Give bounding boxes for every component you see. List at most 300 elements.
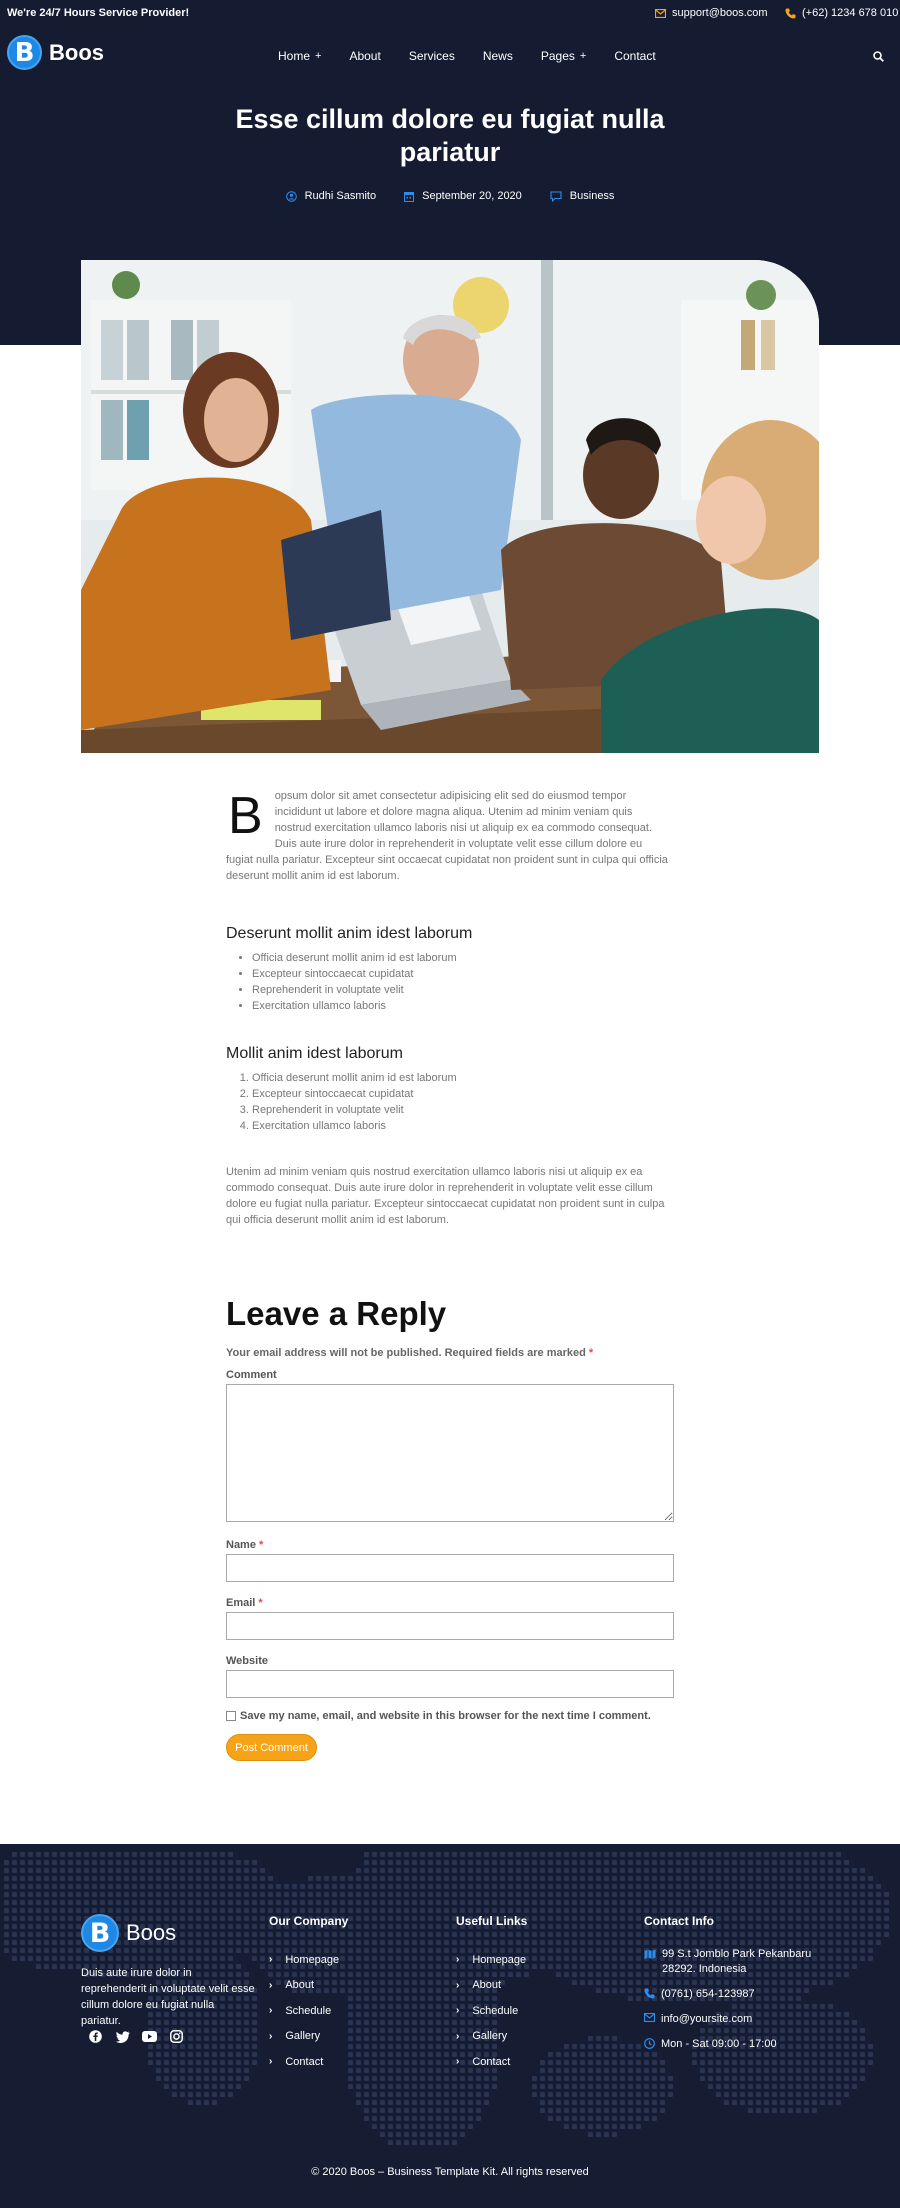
map-dot <box>460 2108 465 2113</box>
map-dot <box>500 1868 505 1873</box>
map-dot <box>348 1908 353 1913</box>
instagram-icon <box>170 2030 183 2043</box>
save-info-checkbox[interactable] <box>226 1711 236 1721</box>
map-dot <box>748 1908 753 1913</box>
map-dot <box>372 1868 377 1873</box>
map-dot <box>548 1852 553 1857</box>
map-dot <box>644 1852 649 1857</box>
map-dot <box>404 1988 409 1993</box>
map-dot <box>380 2100 385 2105</box>
map-dot <box>180 2052 185 2057</box>
map-dot <box>556 2092 561 2097</box>
map-dot <box>748 2100 753 2105</box>
map-dot <box>604 2060 609 2065</box>
map-dot <box>44 1892 49 1897</box>
map-dot <box>540 1948 545 1953</box>
map-dot <box>220 1876 225 1881</box>
post-date[interactable] <box>404 190 522 202</box>
map-dot <box>404 1964 409 1969</box>
map-dot <box>652 2084 657 2089</box>
map-dot <box>780 1860 785 1865</box>
post-author[interactable] <box>286 190 377 202</box>
map-dot <box>828 1924 833 1929</box>
map-dot <box>372 2116 377 2121</box>
map-dot <box>852 1900 857 1905</box>
map-dot <box>180 1948 185 1953</box>
map-dot <box>756 2100 761 2105</box>
map-dot <box>428 2036 433 2041</box>
map-dot <box>612 1932 617 1937</box>
map-dot <box>172 2060 177 2065</box>
map-dot <box>628 1964 633 1969</box>
map-dot <box>28 1940 33 1945</box>
map-dot <box>628 1988 633 1993</box>
map-dot <box>84 1868 89 1873</box>
map-dot <box>660 1900 665 1905</box>
site-logo[interactable] <box>7 35 104 70</box>
map-dot <box>196 1900 201 1905</box>
map-dot <box>404 2068 409 2073</box>
map-dot <box>828 1956 833 1961</box>
map-dot <box>28 1916 33 1921</box>
map-dot <box>364 1924 369 1929</box>
map-dot <box>156 1860 161 1865</box>
map-dot <box>396 1916 401 1921</box>
map-dot <box>748 2108 753 2113</box>
map-dot <box>548 1876 553 1881</box>
map-dot <box>396 2004 401 2009</box>
map-dot <box>844 2012 849 2017</box>
youtube-link[interactable] <box>142 2029 157 2044</box>
map-dot <box>196 2044 201 2049</box>
footer-hours-text: Mon - Sat 09:00 - 17:00 <box>661 2038 777 2050</box>
map-dot <box>652 1868 657 1873</box>
nav-services[interactable] <box>409 49 455 63</box>
map-dot <box>364 1980 369 1985</box>
map-dot <box>596 1860 601 1865</box>
map-dot <box>412 1940 417 1945</box>
map-dot <box>612 1876 617 1881</box>
map-dot <box>548 1948 553 1953</box>
map-dot <box>820 2092 825 2097</box>
map-dot <box>452 1900 457 1905</box>
footer-company-link[interactable] <box>269 2024 348 2050</box>
map-dot <box>44 1940 49 1945</box>
footer-logo[interactable] <box>81 1914 176 1952</box>
map-dot <box>404 2028 409 2033</box>
map-dot <box>524 1908 529 1913</box>
map-dot <box>532 1948 537 1953</box>
map-dot <box>396 2076 401 2081</box>
map-dot <box>548 1884 553 1889</box>
map-dot <box>348 1996 353 2001</box>
map-dot <box>220 1932 225 1937</box>
map-dot <box>564 1868 569 1873</box>
map-dot <box>780 1908 785 1913</box>
map-dot <box>828 2052 833 2057</box>
map-dot <box>380 1956 385 1961</box>
map-dot <box>4 1884 9 1889</box>
map-dot <box>532 1860 537 1865</box>
nav-contact[interactable] <box>614 49 655 63</box>
map-dot <box>876 1892 881 1897</box>
map-dot <box>412 2100 417 2105</box>
map-dot <box>604 1924 609 1929</box>
footer-email[interactable] <box>644 2012 814 2027</box>
map-dot <box>428 1916 433 1921</box>
map-dot <box>772 1860 777 1865</box>
map-dot <box>124 1868 129 1873</box>
map-dot <box>428 2124 433 2129</box>
map-dot <box>204 1940 209 1945</box>
service-tagline: We're 24/7 Hours Service Provider! <box>7 7 190 19</box>
map-dot <box>580 2116 585 2121</box>
map-dot <box>588 2060 593 2065</box>
save-info-label: Save my name, email, and website in this browser for the next time I comment. <box>240 1710 651 1722</box>
map-dot <box>580 2044 585 2049</box>
map-dot <box>620 2124 625 2129</box>
map-dot <box>588 1932 593 1937</box>
map-dot <box>412 1988 417 1993</box>
map-dot <box>20 1948 25 1953</box>
map-dot <box>148 1860 153 1865</box>
map-dot <box>436 2100 441 2105</box>
map-dot <box>204 2044 209 2049</box>
map-dot <box>260 1900 265 1905</box>
map-dot <box>52 1924 57 1929</box>
map-dot <box>4 1924 9 1929</box>
map-dot <box>844 1916 849 1921</box>
map-dot <box>540 1908 545 1913</box>
map-dot <box>388 2044 393 2049</box>
map-dot <box>556 1900 561 1905</box>
map-dot <box>348 1884 353 1889</box>
map-dot <box>468 1852 473 1857</box>
map-dot <box>436 2044 441 2049</box>
map-dot <box>748 1860 753 1865</box>
footer-useful-title: Useful Links <box>456 1914 528 1928</box>
map-dot <box>820 2076 825 2081</box>
map-dot <box>820 1884 825 1889</box>
map-dot <box>836 1868 841 1873</box>
map-dot <box>4 1900 9 1905</box>
map-dot <box>444 2012 449 2017</box>
map-dot <box>356 2084 361 2089</box>
map-dot <box>628 2124 633 2129</box>
map-dot <box>420 1996 425 2001</box>
map-dot <box>412 1876 417 1881</box>
map-dot <box>612 2116 617 2121</box>
map-dot <box>412 1868 417 1873</box>
map-dot <box>652 2092 657 2097</box>
post-category[interactable] <box>550 190 615 202</box>
map-dot <box>364 2060 369 2065</box>
map-dot <box>420 2036 425 2041</box>
map-dot <box>244 2076 249 2081</box>
map-dot <box>588 2068 593 2073</box>
map-dot <box>212 2076 217 2081</box>
map-dot <box>140 1884 145 1889</box>
map-dot <box>356 1964 361 1969</box>
map-dot <box>588 1860 593 1865</box>
map-dot <box>404 2116 409 2121</box>
footer-company-link[interactable] <box>269 2049 348 2075</box>
map-dot <box>428 1956 433 1961</box>
site-footer <box>0 1844 900 2208</box>
map-dot <box>628 2100 633 2105</box>
main-navbar <box>0 30 900 80</box>
map-dot <box>420 2020 425 2025</box>
map-dot <box>612 2076 617 2081</box>
footer-useful-link[interactable] <box>456 1973 527 1999</box>
map-dot <box>196 2084 201 2089</box>
map-dot <box>196 2036 201 2041</box>
map-dot <box>436 2036 441 2041</box>
map-dot <box>636 1868 641 1873</box>
map-dot <box>212 1868 217 1873</box>
post-comment-button[interactable]: Post Comment <box>226 1734 317 1761</box>
map-dot <box>876 1884 881 1889</box>
map-dot <box>180 2068 185 2073</box>
map-dot <box>444 2140 449 2145</box>
map-dot <box>588 2132 593 2137</box>
map-dot <box>828 1948 833 1953</box>
map-dot <box>540 1916 545 1921</box>
map-dot <box>244 1884 249 1889</box>
map-dot <box>724 1892 729 1897</box>
map-dot <box>388 1876 393 1881</box>
nav-about[interactable] <box>349 49 380 63</box>
map-dot <box>244 1948 249 1953</box>
map-dot <box>604 1956 609 1961</box>
map-dot <box>716 1876 721 1881</box>
map-dot <box>876 1916 881 1921</box>
map-dot <box>844 2084 849 2089</box>
map-dot <box>28 1932 33 1937</box>
map-dot <box>36 1948 41 1953</box>
nav-news[interactable] <box>483 49 513 63</box>
map-dot <box>356 2012 361 2017</box>
map-dot <box>540 1964 545 1969</box>
search-button[interactable] <box>873 49 884 67</box>
map-dot <box>596 2036 601 2041</box>
map-dot <box>580 2068 585 2073</box>
map-dot <box>380 2028 385 2033</box>
map-dot <box>212 1852 217 1857</box>
map-dot <box>620 1988 625 1993</box>
map-dot <box>364 1972 369 1977</box>
map-dot <box>884 1924 889 1929</box>
map-dot <box>324 1892 329 1897</box>
instagram-link[interactable] <box>169 2029 184 2044</box>
facebook-link[interactable] <box>88 2029 103 2044</box>
map-dot <box>860 1884 865 1889</box>
footer-useful-link[interactable] <box>456 2024 527 2050</box>
map-dot <box>372 1876 377 1881</box>
topbar-phone[interactable] <box>785 7 898 19</box>
map-dot <box>860 2036 865 2041</box>
map-dot <box>364 1940 369 1945</box>
map-dot <box>612 1868 617 1873</box>
map-dot <box>396 2020 401 2025</box>
map-dot <box>260 1892 265 1897</box>
nav-home[interactable] <box>278 49 321 63</box>
name-label-text: Name <box>226 1539 256 1551</box>
list-item: 3. Reprehenderit in voluptate velit <box>252 1102 670 1118</box>
map-dot <box>36 1884 41 1889</box>
map-dot <box>884 1892 889 1897</box>
map-dot <box>388 1972 393 1977</box>
footer-company-link[interactable] <box>269 1947 348 1973</box>
map-dot <box>812 2084 817 2089</box>
map-dot <box>636 1892 641 1897</box>
map-dot <box>708 1876 713 1881</box>
map-dot <box>164 1908 169 1913</box>
map-dot <box>428 2020 433 2025</box>
map-dot <box>388 1948 393 1953</box>
map-dot <box>44 1964 49 1969</box>
footer-company-link[interactable] <box>269 1973 348 1999</box>
map-dot <box>684 1876 689 1881</box>
map-dot <box>28 1892 33 1897</box>
map-dot <box>772 1900 777 1905</box>
map-dot <box>52 1948 57 1953</box>
list-item: • Officia deserunt mollit anim id est laborum <box>252 950 670 966</box>
map-dot <box>636 1996 641 2001</box>
map-dot <box>628 1948 633 1953</box>
map-dot <box>380 1892 385 1897</box>
map-dot <box>836 1884 841 1889</box>
footer-link-label: About <box>472 1979 502 1992</box>
map-dot <box>156 1900 161 1905</box>
map-dot <box>444 2084 449 2089</box>
map-dot <box>188 2092 193 2097</box>
map-dot <box>372 2076 377 2081</box>
map-dot <box>388 2036 393 2041</box>
map-dot <box>444 2004 449 2009</box>
map-dot <box>508 1900 513 1905</box>
map-dot <box>460 1908 465 1913</box>
map-dot <box>52 1956 57 1961</box>
map-dot <box>444 1980 449 1985</box>
map-dot <box>580 1916 585 1921</box>
map-dot <box>580 1908 585 1913</box>
map-dot <box>428 2108 433 2113</box>
footer-useful-link[interactable] <box>456 1998 527 2024</box>
map-dot <box>348 1972 353 1977</box>
map-dot <box>228 1884 233 1889</box>
map-dot <box>748 2068 753 2073</box>
footer-company-link[interactable] <box>269 1998 348 2024</box>
topbar-email[interactable] <box>655 7 768 19</box>
footer-phone[interactable] <box>644 1987 814 2002</box>
map-dot <box>692 1900 697 1905</box>
map-dot <box>380 1932 385 1937</box>
map-dot <box>708 1908 713 1913</box>
map-dot <box>380 1996 385 2001</box>
map-dot <box>780 1900 785 1905</box>
map-dot <box>548 2100 553 2105</box>
map-dot <box>44 1860 49 1865</box>
map-dot <box>420 1948 425 1953</box>
map-dot <box>116 1892 121 1897</box>
map-dot <box>756 2068 761 2073</box>
footer-useful-link[interactable] <box>456 2049 527 2075</box>
map-dot <box>852 1916 857 1921</box>
map-dot <box>684 1860 689 1865</box>
map-dot <box>140 1900 145 1905</box>
map-dot <box>60 1956 65 1961</box>
map-dot <box>348 1876 353 1881</box>
map-dot <box>252 1900 257 1905</box>
map-dot <box>812 1884 817 1889</box>
map-dot <box>484 2092 489 2097</box>
map-dot <box>172 2044 177 2049</box>
map-dot <box>452 2092 457 2097</box>
footer-useful-link[interactable] <box>456 1947 527 1973</box>
map-dot <box>276 1900 281 1905</box>
map-dot <box>444 1916 449 1921</box>
map-dot <box>364 1916 369 1921</box>
map-dot <box>564 1916 569 1921</box>
email-label-text: Email <box>226 1597 256 1609</box>
map-dot <box>420 1908 425 1913</box>
map-dot <box>820 1916 825 1921</box>
list-item: • Excepteur sintoccaecat cupidatat <box>252 966 670 982</box>
website-input[interactable] <box>226 1670 674 1698</box>
nav-pages[interactable] <box>541 49 586 63</box>
nav-news-label: News <box>482 49 513 63</box>
map-dot <box>380 1908 385 1913</box>
map-dot <box>412 2092 417 2097</box>
map-dot <box>540 1924 545 1929</box>
comment-textarea[interactable] <box>226 1384 674 1522</box>
map-dot <box>772 2068 777 2073</box>
map-dot <box>700 1876 705 1881</box>
map-dot <box>388 2020 393 2025</box>
map-dot <box>788 2084 793 2089</box>
map-dot <box>644 1868 649 1873</box>
map-dot <box>164 1860 169 1865</box>
map-dot <box>20 1860 25 1865</box>
map-dot <box>796 2084 801 2089</box>
map-dot <box>804 1884 809 1889</box>
map-dot <box>676 1892 681 1897</box>
map-dot <box>404 2092 409 2097</box>
chevron-right-icon: › <box>269 2005 273 2017</box>
map-dot <box>492 1876 497 1881</box>
map-dot <box>332 1884 337 1889</box>
map-dot <box>348 1892 353 1897</box>
map-dot <box>492 1884 497 1889</box>
map-dot <box>620 1956 625 1961</box>
map-dot <box>628 1996 633 2001</box>
map-dot <box>140 1868 145 1873</box>
map-dot <box>172 2092 177 2097</box>
twitter-link[interactable] <box>115 2029 130 2044</box>
map-dot <box>404 1948 409 1953</box>
map-dot <box>636 2068 641 2073</box>
map-dot <box>348 1980 353 1985</box>
map-dot <box>556 2068 561 2073</box>
name-input[interactable] <box>226 1554 674 1582</box>
map-dot <box>236 1884 241 1889</box>
email-input[interactable] <box>226 1612 674 1640</box>
map-dot <box>612 2100 617 2105</box>
map-dot <box>76 1956 81 1961</box>
map-dot <box>828 1916 833 1921</box>
map-dot <box>612 1860 617 1865</box>
